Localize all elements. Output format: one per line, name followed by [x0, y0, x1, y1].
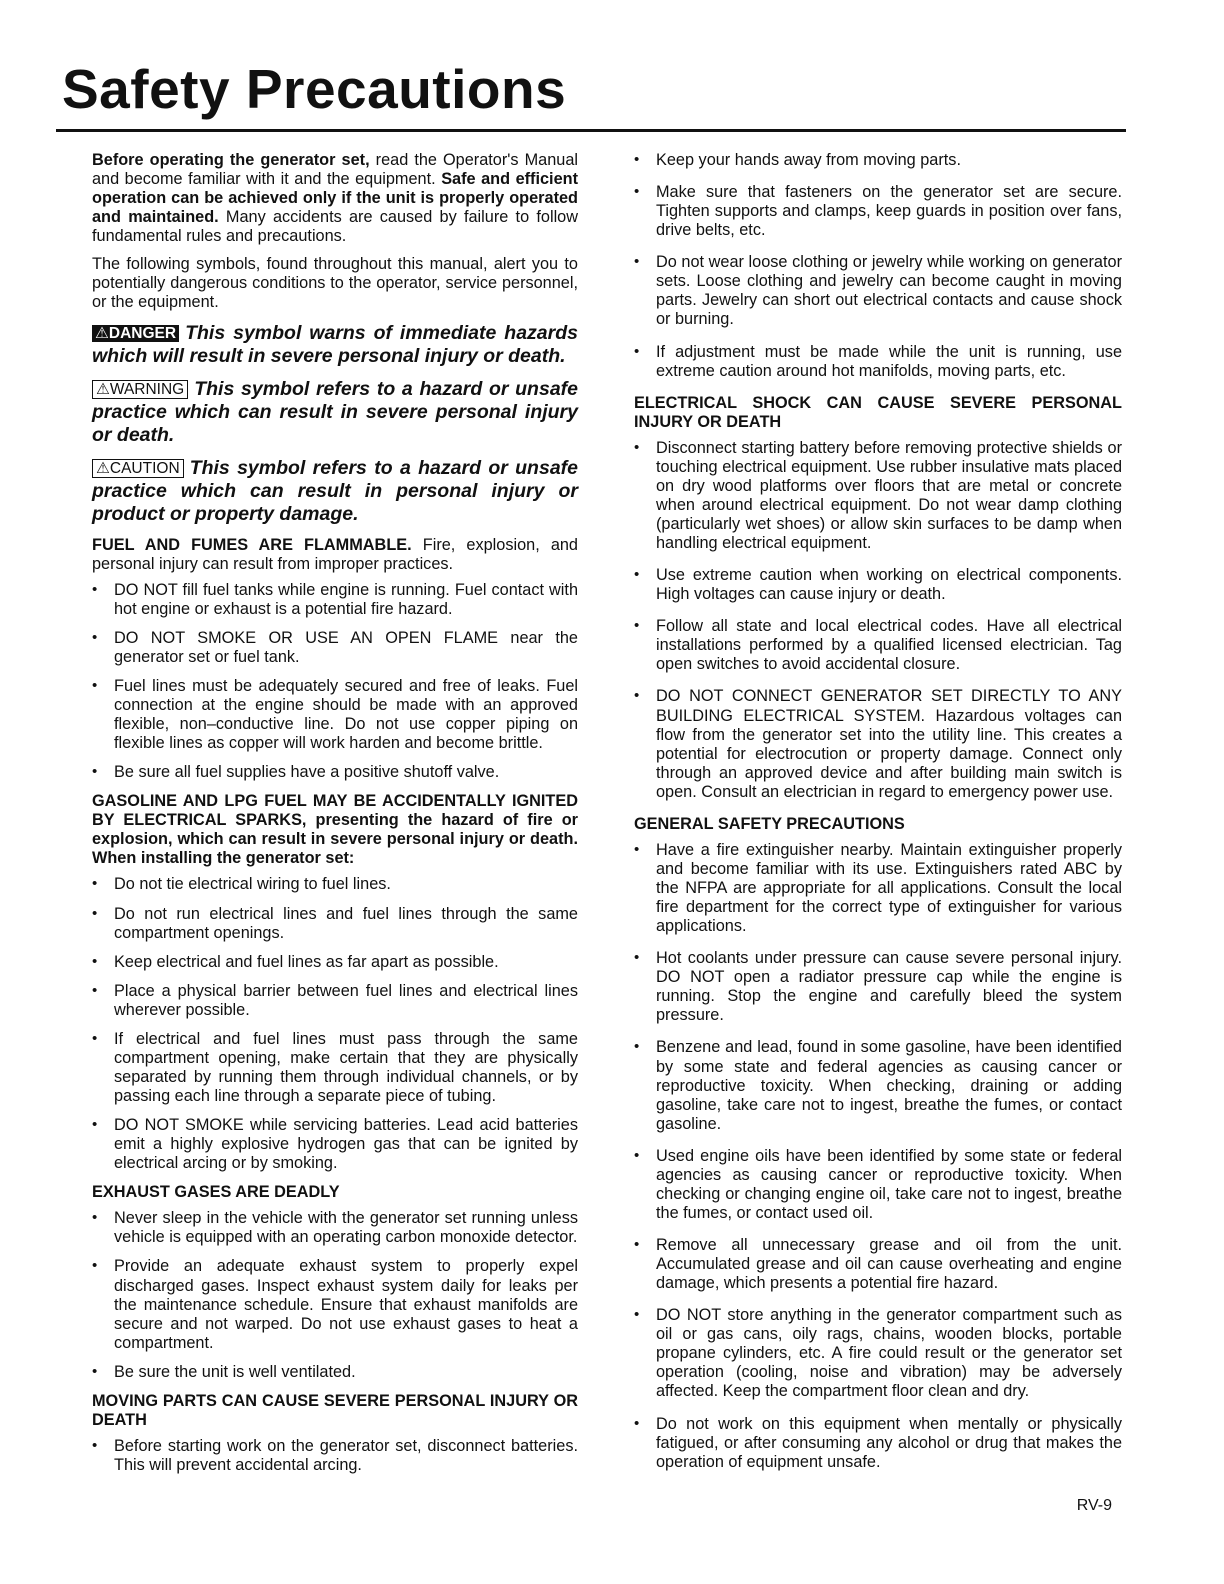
fuel-list	[92, 581, 578, 783]
fuel-heading-paragraph	[92, 536, 578, 574]
symbols-intro: The following symbols, found throughout this manual, alert you to potentially dangerous conditions to the operator, service personnel, or the equipment.	[92, 255, 578, 312]
list-item: • DO NOT SMOKE while servicing batteries. Lead acid batteries emit a highly explosive hydrogen gas that can be ignited by electrical arcing or by smoking.	[92, 1116, 578, 1173]
gasoline-list	[92, 875, 578, 1173]
list-item: • Do not tie electrical wiring to fuel lines.	[92, 875, 578, 894]
warning-notice	[92, 378, 578, 447]
list-item: • Before starting work on the generator set, disconnect batteries. This will prevent accidental arcing.	[92, 1437, 578, 1475]
moving-list-right	[634, 151, 1122, 381]
list-item: • Keep your hands away from moving parts.	[634, 151, 1122, 170]
fuel-intro: Fire, explosion, and personal injury can result from improper practices.	[92, 535, 578, 573]
list-item: • Remove all unnecessary grease and oil from the unit. Accumulated grease and oil can cause overheating and engine damage, which presents a potential fire hazard.	[634, 1236, 1122, 1293]
right-column	[634, 151, 1122, 1485]
moving-list-left	[92, 1437, 578, 1475]
gasoline-heading: GASOLINE AND LPG FUEL MAY BE ACCIDENTALLY IGNITED BY ELECTRICAL SPARKS, presenting the hazard of fire or explosion, which can result in severe personal injury or death. When installing the generator set:	[92, 792, 578, 868]
page-title: Safety Precautions	[62, 58, 567, 120]
list-item: • Place a physical barrier between fuel lines and electrical lines wherever possible.	[92, 982, 578, 1020]
moving-heading: MOVING PARTS CAN CAUSE SEVERE PERSONAL INJURY OR DEATH	[92, 1391, 578, 1429]
list-item: • Provide an adequate exhaust system to properly expel discharged gases. Inspect exhaust system daily for leaks per the maintenance schedule. Ensure that exhaust manifolds are secure and not warped. Do not use exhaust gases to heat a compartment.	[92, 1257, 578, 1352]
list-item: • Disconnect starting battery before removing protective shields or touching electrical equipment. Use rubber insulative mats placed on dry wood platforms over floors that are metal or concrete when around electrical equipment. Do not wear damp clothing (particularly wet shoes) or allow skin surfaces to be damp when handling electrical equipment.	[634, 439, 1122, 553]
list-item: • Keep electrical and fuel lines as far apart as possible.	[92, 953, 578, 972]
general-list	[634, 841, 1122, 1472]
list-item: • If adjustment must be made while the unit is running, use extreme caution around hot manifolds, moving parts, etc.	[634, 343, 1122, 381]
list-item: • Be sure the unit is well ventilated.	[92, 1363, 578, 1382]
list-item: • Do not run electrical lines and fuel lines through the same compartment openings.	[92, 905, 578, 943]
warning-text: This symbol refers to a hazard or unsafe practice which can result in severe personal injury or death.	[92, 377, 578, 446]
exhaust-list	[92, 1209, 578, 1382]
list-item: • Make sure that fasteners on the generator set are secure. Tighten supports and clamps, keep guards in position over fans, drive belts, etc.	[634, 183, 1122, 240]
list-item: • DO NOT fill fuel tanks while engine is running. Fuel contact with hot engine or exhaust is a potential fire hazard.	[92, 581, 578, 619]
page-number: RV-9	[1076, 1497, 1112, 1514]
intro-text-a: read the Operator's Manual and become familiar with it and the equipment.	[92, 151, 578, 189]
list-item: • Hot coolants under pressure can cause severe personal injury. DO NOT open a radiator pressure cap while the engine is running. Stop the engine and carefully bleed the system pressure.	[634, 949, 1122, 1025]
caution-badge: ⚠CAUTION	[92, 459, 184, 479]
title-rule	[56, 129, 1126, 132]
electrical-heading: ELECTRICAL SHOCK CAN CAUSE SEVERE PERSONAL INJURY OR DEATH	[634, 393, 1122, 431]
danger-text: This symbol warns of immediate hazards which will result in severe personal injury or death.	[92, 321, 578, 367]
list-item: • Benzene and lead, found in some gasoline, have been identified by some state and federal agencies as causing cancer or reproductive toxicity. When checking, draining or adding gasoline, take care not to ingest, breathe the fumes, or contact gasoline.	[634, 1038, 1122, 1133]
list-item: • Have a fire extinguisher nearby. Maintain extinguisher properly and become familiar with its use. Extinguishers rated ABC by the NFPA are appropriate for all applications. Consult the local fire department for the correct type of extinguisher for various applications.	[634, 841, 1122, 936]
list-item: • DO NOT store anything in the generator compartment such as oil or gas cans, oily rags, chains, wooden blocks, portable propane cylinders, etc. A fire could result or the generator set operation (cooling, noise and vibration) may be adversely affected. Keep the compartment floor clean and dry.	[634, 1306, 1122, 1401]
intro-text-c: Many accidents are caused by failure to follow fundamental rules and precautions.	[92, 208, 578, 246]
left-column	[92, 151, 578, 1485]
caution-notice	[92, 457, 578, 526]
list-item: • Be sure all fuel supplies have a positive shutoff valve.	[92, 763, 578, 782]
intro-lead: Before operating the generator set,	[92, 151, 370, 169]
general-heading: GENERAL SAFETY PRECAUTIONS	[634, 814, 905, 833]
list-item: • If electrical and fuel lines must pass through the same compartment opening, make certain that they are physically separated by running them through individual channels, or by passing each line through a separate piece of tubing.	[92, 1030, 578, 1106]
warning-badge: ⚠WARNING	[92, 380, 188, 400]
list-item: • Do not work on this equipment when mentally or physically fatigued, or after consuming any alcohol or drug that makes the operation of equipment unsafe.	[634, 1415, 1122, 1472]
list-item: • Do not wear loose clothing or jewelry while working on generator sets. Loose clothing and jewelry can become caught in moving parts. Jewelry can short out electrical contacts and cause shock or burning.	[634, 253, 1122, 329]
intro-text-b: Safe and efficient operation can be achieved only if the unit is properly operated and maintained.	[92, 170, 578, 227]
caution-text: This symbol refers to a hazard or unsafe practice which can result in personal injury or product or property damage.	[92, 456, 578, 525]
electrical-list	[634, 439, 1122, 802]
list-item: • Use extreme caution when working on electrical components. High voltages can cause injury or death.	[634, 566, 1122, 604]
list-item: • DO NOT CONNECT GENERATOR SET DIRECTLY TO ANY BUILDING ELECTRICAL SYSTEM. Hazardous voltages can flow from the generator set into the utility line. This creates a potential for electrocution or property damage. Connect only through an approved device and after building main switch is open. Consult an electrician in regard to emergency power use.	[634, 687, 1122, 801]
list-item: • Follow all state and local electrical codes. Have all electrical installations performed by a qualified licensed electrician. Tag open switches to avoid accidental closure.	[634, 617, 1122, 674]
intro-paragraph	[92, 151, 578, 246]
danger-badge: ⚠DANGER	[92, 325, 179, 343]
exhaust-heading: EXHAUST GASES ARE DEADLY	[92, 1183, 340, 1202]
list-item: • DO NOT SMOKE OR USE AN OPEN FLAME near the generator set or fuel tank.	[92, 629, 578, 667]
list-item: • Used engine oils have been identified by some state or federal agencies as causing cancer or reproductive toxicity. When checking or changing engine oil, take care not to ingest, breathe the fumes, or contact used oil.	[634, 1147, 1122, 1223]
list-item: • Never sleep in the vehicle with the generator set running unless vehicle is equipped with an operating carbon monoxide detector.	[92, 1209, 578, 1247]
fuel-heading: FUEL AND FUMES ARE FLAMMABLE.	[92, 535, 412, 554]
danger-notice	[92, 322, 578, 368]
list-item: • Fuel lines must be adequately secured and free of leaks. Fuel connection at the engine should be made with an approved flexible, non–conductive line. Do not use copper piping on flexible lines as copper will work harden and become brittle.	[92, 677, 578, 753]
